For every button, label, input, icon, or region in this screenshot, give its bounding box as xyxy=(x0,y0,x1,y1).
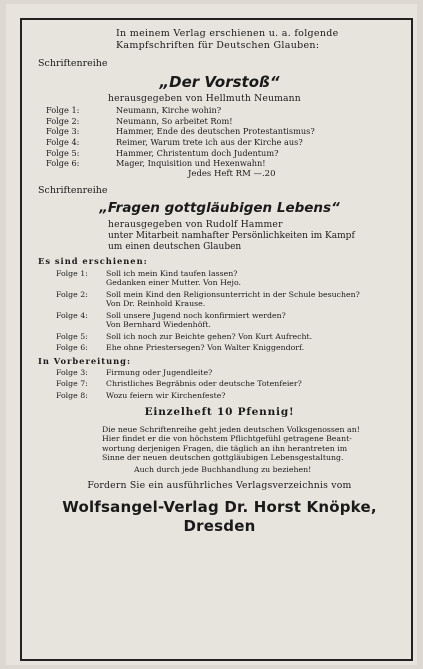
folge-number: Folge 3: xyxy=(56,367,88,377)
folge-title: Soll unsere Jugend noch konfirmiert werden? xyxy=(106,310,286,320)
paper-page xyxy=(6,4,417,665)
description-line: wortung derjenigen Fragen, die täglich an ihn herantreten im xyxy=(102,443,348,453)
list-item xyxy=(38,158,401,169)
folge-number: Folge 3: xyxy=(46,126,80,137)
list-item xyxy=(38,105,401,116)
folge-title: Soll mein Kind den Religionsunterricht in der Schule besuchen? xyxy=(106,289,360,299)
folge-title: Neumann, So arbeitet Rom! xyxy=(116,115,233,126)
series2-collab-2: um einen deutschen Glauben xyxy=(108,241,242,252)
list-item xyxy=(38,343,401,353)
list-item xyxy=(38,332,401,342)
folge-number: Folge 2: xyxy=(46,115,80,126)
folge-title: Neumann, Kirche wohin? xyxy=(116,104,222,115)
folge-number: Folge 8: xyxy=(56,390,88,400)
folge-number: Folge 5: xyxy=(46,147,80,158)
folge-title: Christliches Begräbnis oder deutsche Totenfeier? xyxy=(106,379,302,389)
list-item xyxy=(38,137,401,148)
single-issue-price: Einzelheft 10 Pfennig! xyxy=(144,406,295,419)
publisher-name: Wolfsangel-Verlag Dr. Horst Knöpke, Dresden xyxy=(62,497,377,535)
series1-list xyxy=(38,105,401,169)
folge-number: Folge 1: xyxy=(56,268,88,278)
list-item xyxy=(38,148,401,159)
folge-title: Firmung oder Jugendleite? xyxy=(106,367,213,377)
folge-title: Mager, Inquisition und Hexenwahn! xyxy=(116,158,266,169)
order-catalog-line: Fordern Sie ein ausführliches Verlagsverzeichnis vom xyxy=(87,480,352,492)
folge-title: Ehe ohne Priestersegen? Von Walter Kniggendorf. xyxy=(106,343,305,353)
published-header: Es sind erschienen: xyxy=(38,256,148,267)
folge-author: Gedanken einer Mutter. Von Hejo. xyxy=(106,278,241,288)
folge-author: Von Dr. Reinhold Krause. xyxy=(106,299,206,309)
intro-line-1: In meinem Verlag erschienen u. a. folgende xyxy=(116,28,339,39)
bookstore-note: Auch durch jede Buchhandlung zu beziehen! xyxy=(134,464,312,474)
series1-editor: herausgegeben von Hellmuth Neumann xyxy=(108,93,301,105)
series2-title: „Fragen gottgläubigen Lebens“ xyxy=(99,200,340,217)
folge-number: Folge 2: xyxy=(56,289,88,299)
list-item xyxy=(38,368,401,378)
description-line: Die neue Schriftenreihe geht jeden deutschen Volksgenossen an! xyxy=(102,424,360,434)
folge-title: Soll ich mein Kind taufen lassen? xyxy=(106,268,238,278)
series2-collab-1: unter Mitarbeit namhafter Persönlichkeiten im Kampf xyxy=(108,230,355,241)
folge-title: Reimer, Warum trete ich aus der Kirche aus? xyxy=(116,136,303,147)
series2-editor: herausgegeben von Rudolf Hammer xyxy=(108,219,283,231)
folge-title: Wozu feiern wir Kirchenfeste? xyxy=(106,390,226,400)
list-item xyxy=(38,290,401,309)
list-item xyxy=(38,116,401,127)
folge-author: Von Bernhard Wiedenhöft. xyxy=(106,320,211,330)
folge-number: Folge 4: xyxy=(56,310,88,320)
description-line: Hier findet er die von höchstem Pflichtgefühl getragene Beant- xyxy=(102,434,352,444)
list-item xyxy=(38,311,401,330)
series1-price: Jedes Heft RM —.20 xyxy=(188,168,276,179)
folge-title: Soll ich noch zur Beichte gehen? Von Kurt Aufrecht. xyxy=(106,331,313,341)
series2-label: Schriftenreihe xyxy=(38,185,108,197)
prep-header: In Vorbereitung: xyxy=(38,355,132,366)
folge-number: Folge 4: xyxy=(46,136,80,147)
folge-number: Folge 1: xyxy=(46,104,80,115)
folge-number: Folge 5: xyxy=(56,331,88,341)
folge-number: Folge 7: xyxy=(56,379,88,389)
list-item xyxy=(38,391,401,401)
series1-title: „Der Vorstoß“ xyxy=(159,72,280,91)
list-item xyxy=(38,126,401,137)
series1-label: Schriftenreihe xyxy=(38,57,108,69)
list-item xyxy=(38,269,401,288)
description-line: Sinne der neuen deutschen gottgläubigen Lebensgestaltung. xyxy=(102,453,344,463)
folge-title: Hammer, Ende des deutschen Protestantismus? xyxy=(116,126,315,137)
intro-line-2: Kampfschriften für Deutschen Glauben: xyxy=(116,39,320,51)
folge-number: Folge 6: xyxy=(56,343,88,353)
list-item xyxy=(38,379,401,389)
folge-number: Folge 6: xyxy=(46,158,80,169)
folge-title: Hammer, Christentum doch Judentum? xyxy=(116,147,279,158)
advertisement-frame xyxy=(20,18,413,661)
series-description xyxy=(38,425,401,463)
